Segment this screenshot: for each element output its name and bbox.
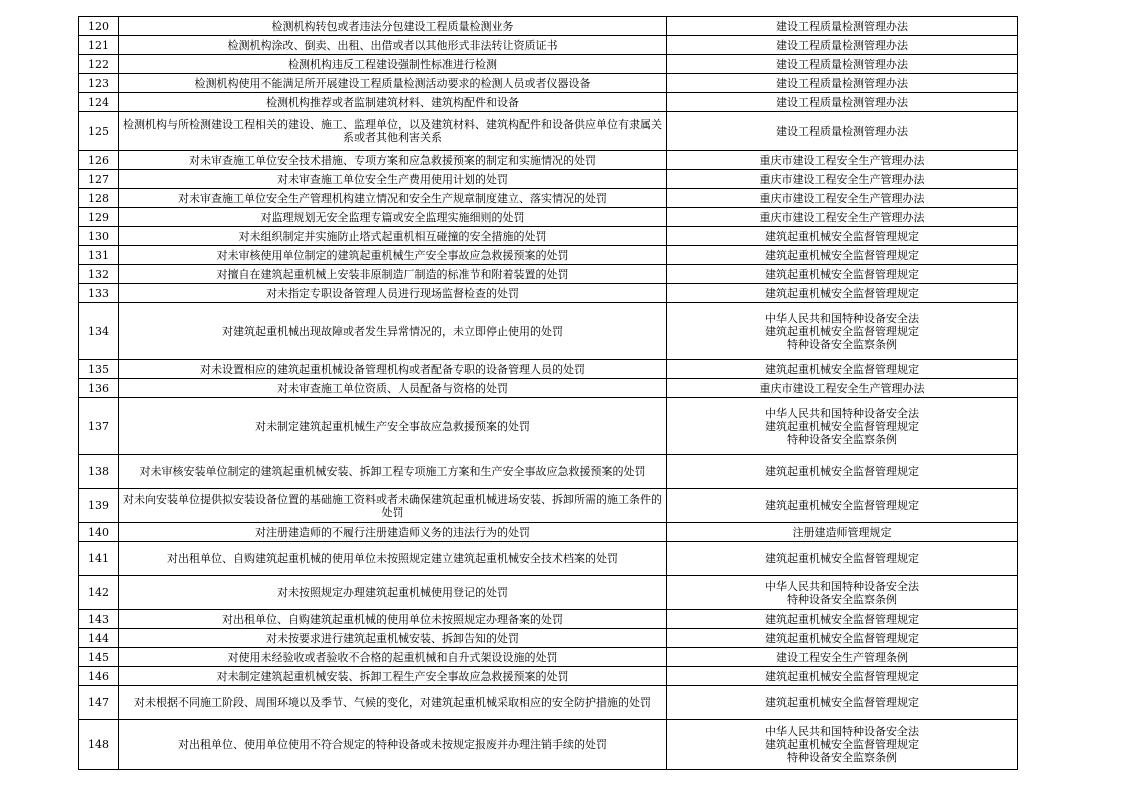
legal-basis-line: 特种设备安全监察条例	[787, 432, 897, 446]
legal-basis-line: 建筑起重机械安全监督管理规定	[765, 362, 919, 376]
table-row	[79, 629, 1018, 648]
table-row	[79, 151, 1018, 170]
penalty-item: 对建筑起重机械出现故障或者发生异常情况的，未立即停止使用的处罚	[119, 303, 667, 360]
table-row	[79, 17, 1018, 36]
row-number: 133	[79, 284, 119, 303]
legal-basis	[667, 112, 1018, 151]
row-number: 147	[79, 686, 119, 720]
legal-basis-line: 中华人民共和国特种设备安全法	[765, 311, 919, 325]
penalty-item: 检测机构使用不能满足所开展建设工程质量检测活动要求的检测人员或者仪器设备	[119, 74, 667, 93]
table-row	[79, 576, 1018, 610]
legal-basis-line: 建设工程安全生产管理条例	[776, 650, 908, 664]
row-number: 140	[79, 523, 119, 542]
legal-basis	[667, 542, 1018, 576]
legal-basis-line: 建筑起重机械安全监督管理规定	[765, 324, 919, 338]
table-row	[79, 398, 1018, 455]
row-number: 148	[79, 720, 119, 770]
table-row	[79, 189, 1018, 208]
row-number: 136	[79, 379, 119, 398]
legal-basis	[667, 208, 1018, 227]
penalty-item: 对未制定建筑起重机械安装、拆卸工程生产安全事故应急救援预案的处罚	[119, 667, 667, 686]
table-row	[79, 303, 1018, 360]
legal-basis-line: 重庆市建设工程安全生产管理办法	[759, 172, 925, 186]
penalty-item: 对未审查施工单位安全生产管理机构建立情况和安全生产规章制度建立、落实情况的处罚	[119, 189, 667, 208]
table-row	[79, 523, 1018, 542]
legal-basis-line: 建筑起重机械安全监督管理规定	[765, 248, 919, 262]
legal-basis	[667, 246, 1018, 265]
row-number: 130	[79, 227, 119, 246]
legal-basis-line: 特种设备安全监察条例	[787, 751, 897, 764]
table-row	[79, 720, 1018, 770]
row-number: 122	[79, 55, 119, 74]
legal-basis-line: 建筑起重机械安全监督管理规定	[765, 499, 919, 512]
table-row	[79, 379, 1018, 398]
row-number: 125	[79, 112, 119, 151]
penalty-item: 检测机构与所检测建设工程相关的建设、施工、监理单位，以及建筑材料、建筑构配件和设备供应单位有隶属关系或者其他利害关系	[119, 112, 667, 151]
penalty-item: 对使用未经验收或者验收不合格的起重机械和自升式架设设施的处罚	[119, 648, 667, 667]
table-row	[79, 542, 1018, 576]
legal-basis-line: 建设工程质量检测管理办法	[776, 124, 908, 138]
legal-basis-line: 建筑起重机械安全监督管理规定	[765, 552, 919, 565]
row-number: 123	[79, 74, 119, 93]
penalty-item: 检测机构转包或者违法分包建设工程质量检测业务	[119, 17, 667, 36]
penalty-item: 对未审核使用单位制定的建筑起重机械生产安全事故应急救援预案的处罚	[119, 246, 667, 265]
table-body	[79, 17, 1018, 770]
penalty-item: 对出租单位、自购建筑起重机械的使用单位未按照规定办理备案的处罚	[119, 610, 667, 629]
legal-basis	[667, 189, 1018, 208]
penalty-item: 对未指定专职设备管理人员进行现场监督检查的处罚	[119, 284, 667, 303]
legal-basis	[667, 227, 1018, 246]
row-number: 132	[79, 265, 119, 284]
legal-basis	[667, 610, 1018, 629]
legal-basis	[667, 398, 1018, 455]
legal-basis	[667, 265, 1018, 284]
legal-basis-line: 特种设备安全监察条例	[787, 592, 897, 606]
penalty-item: 对擅自在建筑起重机械上安装非原制造厂制造的标准节和附着装置的处罚	[119, 265, 667, 284]
table-row	[79, 246, 1018, 265]
row-number: 120	[79, 17, 119, 36]
row-number: 142	[79, 576, 119, 610]
row-number: 121	[79, 36, 119, 55]
penalty-item: 对未按要求进行建筑起重机械安装、拆卸告知的处罚	[119, 629, 667, 648]
table-row	[79, 648, 1018, 667]
penalty-item: 对未组织制定并实施防止塔式起重机相互碰撞的安全措施的处罚	[119, 227, 667, 246]
table-row	[79, 36, 1018, 55]
row-number: 129	[79, 208, 119, 227]
penalty-item: 对未审查施工单位安全生产费用使用计划的处罚	[119, 170, 667, 189]
legal-basis-line: 建设工程质量检测管理办法	[776, 19, 908, 33]
legal-basis-line: 建筑起重机械安全监督管理规定	[765, 286, 919, 300]
row-number: 128	[79, 189, 119, 208]
row-number: 139	[79, 489, 119, 523]
penalty-item: 对未根据不同施工阶段、周围环境以及季节、气候的变化，对建筑起重机械采取相应的安全防护措施的处罚	[119, 686, 667, 720]
legal-basis	[667, 74, 1018, 93]
legal-basis-line: 建筑起重机械安全监督管理规定	[765, 465, 919, 478]
legal-basis	[667, 17, 1018, 36]
penalty-item: 检测机构违反工程建设强制性标准进行检测	[119, 55, 667, 74]
penalty-item: 对出租单位、使用单位使用不符合规定的特种设备或未按规定报废并办理注销手续的处罚	[119, 720, 667, 770]
legal-basis	[667, 360, 1018, 379]
row-number: 144	[79, 629, 119, 648]
legal-basis-line: 建筑起重机械安全监督管理规定	[765, 612, 919, 626]
row-number: 124	[79, 93, 119, 112]
penalty-item: 对未向安装单位提供拟安装设备位置的基础施工资料或者未确保建筑起重机械进场安装、拆卸所需的施工条件的处罚	[119, 489, 667, 523]
row-number: 126	[79, 151, 119, 170]
row-number: 135	[79, 360, 119, 379]
table-row	[79, 112, 1018, 151]
legal-basis	[667, 720, 1018, 770]
legal-basis	[667, 303, 1018, 360]
row-number: 138	[79, 455, 119, 489]
legal-basis	[667, 55, 1018, 74]
legal-basis	[667, 170, 1018, 189]
table-row	[79, 170, 1018, 189]
row-number: 145	[79, 648, 119, 667]
legal-basis-line: 建设工程质量检测管理办法	[776, 38, 908, 52]
legal-basis	[667, 151, 1018, 170]
legal-basis-line: 建筑起重机械安全监督管理规定	[765, 631, 919, 645]
legal-basis-line: 重庆市建设工程安全生产管理办法	[759, 210, 925, 224]
row-number: 131	[79, 246, 119, 265]
penalty-item: 对未审查施工单位安全技术措施、专项方案和应急救援预案的制定和实施情况的处罚	[119, 151, 667, 170]
legal-basis	[667, 489, 1018, 523]
legal-basis-line: 建设工程质量检测管理办法	[776, 76, 908, 90]
legal-basis-line: 中华人民共和国特种设备安全法	[765, 725, 919, 738]
table-row	[79, 489, 1018, 523]
legal-basis	[667, 93, 1018, 112]
penalty-item: 对出租单位、自购建筑起重机械的使用单位未按照规定建立建筑起重机械安全技术档案的处罚	[119, 542, 667, 576]
row-number: 134	[79, 303, 119, 360]
penalty-item: 检测机构涂改、倒卖、出租、出借或者以其他形式非法转让资质证书	[119, 36, 667, 55]
row-number: 127	[79, 170, 119, 189]
penalty-item: 对监理规划无安全监理专篇或安全监理实施细则的处罚	[119, 208, 667, 227]
legal-basis-line: 建筑起重机械安全监督管理规定	[765, 669, 919, 683]
legal-basis	[667, 686, 1018, 720]
table-row	[79, 686, 1018, 720]
legal-basis-line: 建筑起重机械安全监督管理规定	[765, 696, 919, 709]
table-row	[79, 610, 1018, 629]
table-row	[79, 284, 1018, 303]
table-row	[79, 667, 1018, 686]
legal-basis	[667, 455, 1018, 489]
legal-basis-line: 重庆市建设工程安全生产管理办法	[759, 381, 925, 395]
row-number: 146	[79, 667, 119, 686]
legal-basis-line: 中华人民共和国特种设备安全法	[765, 406, 919, 420]
legal-basis	[667, 284, 1018, 303]
legal-basis-line: 建设工程质量检测管理办法	[776, 95, 908, 109]
legal-basis-line: 重庆市建设工程安全生产管理办法	[759, 153, 925, 167]
legal-basis-line: 中华人民共和国特种设备安全法	[765, 579, 919, 593]
legal-basis	[667, 576, 1018, 610]
legal-basis-line: 重庆市建设工程安全生产管理办法	[759, 191, 925, 205]
penalty-item: 检测机构推荐或者监制建筑材料、建筑构配件和设备	[119, 93, 667, 112]
penalty-item: 对未按照规定办理建筑起重机械使用登记的处罚	[119, 576, 667, 610]
row-number: 143	[79, 610, 119, 629]
table-row	[79, 265, 1018, 284]
legal-basis	[667, 629, 1018, 648]
table-row	[79, 455, 1018, 489]
penalty-item: 对未审核安装单位制定的建筑起重机械安装、拆卸工程专项施工方案和生产安全事故应急救援预案的处罚	[119, 455, 667, 489]
legal-basis-line: 建筑起重机械安全监督管理规定	[765, 267, 919, 281]
legal-basis-line: 注册建造师管理规定	[792, 525, 892, 539]
legal-basis	[667, 36, 1018, 55]
legal-basis-line: 建筑起重机械安全监督管理规定	[765, 738, 919, 751]
table-row	[79, 74, 1018, 93]
penalty-item: 对注册建造师的不履行注册建造师义务的违法行为的处罚	[119, 523, 667, 542]
legal-basis	[667, 667, 1018, 686]
table-row	[79, 208, 1018, 227]
legal-basis-line: 建筑起重机械安全监督管理规定	[765, 419, 919, 433]
row-number: 141	[79, 542, 119, 576]
penalty-table	[78, 16, 1018, 770]
legal-basis	[667, 523, 1018, 542]
row-number: 137	[79, 398, 119, 455]
penalty-item: 对未审查施工单位资质、人员配备与资格的处罚	[119, 379, 667, 398]
penalty-item: 对未设置相应的建筑起重机械设备管理机构或者配备专职的设备管理人员的处罚	[119, 360, 667, 379]
legal-basis-line: 建筑起重机械安全监督管理规定	[765, 229, 919, 243]
table-row	[79, 93, 1018, 112]
table-row	[79, 227, 1018, 246]
table-row	[79, 55, 1018, 74]
penalty-item: 对未制定建筑起重机械生产安全事故应急救援预案的处罚	[119, 398, 667, 455]
legal-basis-line: 建设工程质量检测管理办法	[776, 57, 908, 71]
legal-basis-line: 特种设备安全监察条例	[787, 337, 897, 351]
table-row	[79, 360, 1018, 379]
legal-basis	[667, 648, 1018, 667]
legal-basis	[667, 379, 1018, 398]
